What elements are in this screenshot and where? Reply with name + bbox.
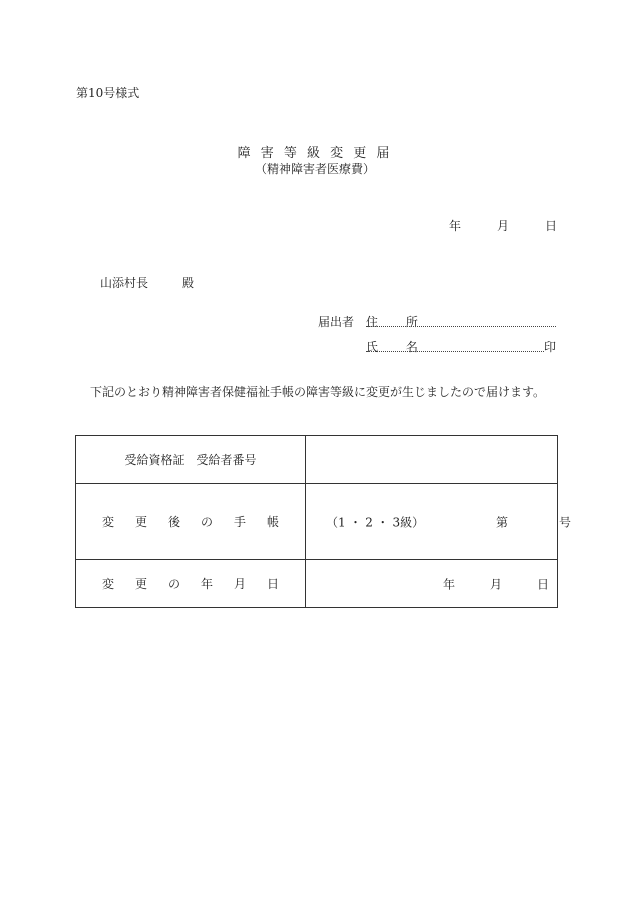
- filer-name-label: 氏 名: [366, 340, 430, 354]
- filer-address-field[interactable]: [366, 326, 556, 327]
- change-year-label: 年: [443, 577, 456, 591]
- addressee-honorific: 殿: [182, 276, 195, 290]
- addressee: [100, 274, 194, 291]
- addressee-name: 山添村長: [100, 276, 149, 290]
- filer-label: 届出者: [318, 315, 355, 329]
- date-year-label: 年: [449, 219, 462, 233]
- filer-address-label: 住 所: [366, 315, 430, 329]
- table-row: [76, 484, 558, 560]
- new-handbook-field[interactable]: [306, 484, 572, 560]
- date-day-label: 日: [545, 219, 558, 233]
- handbook-dai-label: 第: [496, 515, 509, 529]
- form-subtitle: （精神障害者医療費）: [254, 162, 375, 176]
- change-date-field[interactable]: [306, 560, 558, 608]
- form-number: 第10号様式: [76, 86, 140, 100]
- filer-name-field[interactable]: [366, 351, 544, 352]
- new-handbook-label: 変更後の手帳: [76, 484, 306, 560]
- table-row: [76, 436, 558, 484]
- form-title: 障 害 等 級 変 更 届: [237, 146, 393, 161]
- form-table: [75, 435, 572, 608]
- change-day-label: 日: [537, 577, 550, 591]
- seal-mark: 印: [544, 340, 557, 354]
- handbook-go-label: 号: [559, 515, 572, 529]
- change-month-label: 月: [490, 577, 503, 591]
- change-date-label: 変更の年月日: [76, 560, 306, 608]
- recipient-number-field[interactable]: [306, 436, 558, 484]
- grade-options: （1 ・ 2 ・ 3級）: [326, 515, 425, 529]
- statement-text: 下記のとおり精神障害者保健福祉手帳の障害等級に変更が生じましたので届けます。: [90, 385, 546, 399]
- table-row: [76, 560, 558, 608]
- date-month-label: 月: [497, 219, 510, 233]
- recipient-number-label: 受給資格証 受給者番号: [76, 436, 306, 484]
